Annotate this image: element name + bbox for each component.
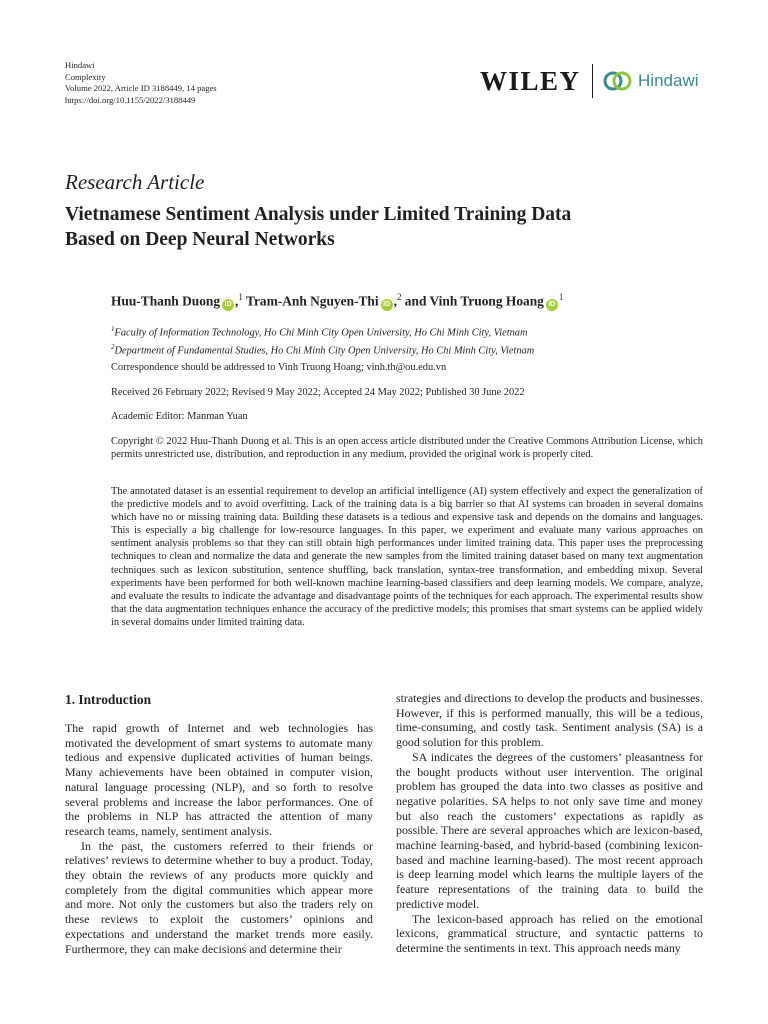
logo-divider [592,64,594,98]
affiliation-text: Department of Fundamental Studies, Ho Chi Minh City Open University, Ho Chi Minh City, Vietnam [114,345,535,357]
publisher-name: Hindawi [65,60,95,70]
body-paragraph: SA indicates the degrees of the customers’ pleasantness for the bought products without user intervention. The original problem has grouped the data into two classes as positive and negative polarities. SA helps to not only save time and money but also reach the customers’ expectations as rapidly as possible. There are several approaches which are lexicon-based, machine learning-based, and hybrid-based (combining lexicon-based and machine learning-based). The most recent approach is deep learning model which learns the multiple layers of the feature representations of the training data to build the predictive model. [396,749,703,911]
correspondence: Correspondence should be addressed to Vinh Truong Hoang; vinh.th@ou.edu.vn [111,362,447,373]
publisher-logos [480,64,699,98]
wiley-logo: WILEY [480,65,581,96]
affiliation-marker: 1 [238,292,243,302]
article-type: Research Article [65,170,205,194]
hindawi-rings-icon [603,70,633,92]
abstract: The annotated dataset is an essential requirement to develop an artificial intelligence (AI) system effectively and expect the generalization of the predictive models and to avoid overfitting. Lack of the training data is a big barrier so that AI systems can broaden in several domains which have no or missing training data. Building these datasets is a tedious and expensive task and depends on the domains and languages. This is especially a big challenge for low-resource languages. In this paper, we experiment and evaluate many various approaches on sentiment analysis problems so that they can still obtain high performances under limited training data. This paper uses the preprocessing techniques to clean and normalize the data and generate the new samples from the limited training dataset based on many text augmentation techniques such as lexicon substitution, sentence shuffling, back translation, syntax-tree transformation, and embedding mixup. Several experiments have been performed for both well-known machine learning-based classifiers and deep learning models. We compare, analyze, and evaluate the results to indicate the advantage and disadvantage points of the techniques for each approach. The experimental results show that the data augmentation techniques enhance the accuracy of the predictive models; this promises that smart systems can be applied widely in several domains under limited training data. [111,486,703,628]
affiliation-line [111,340,534,358]
journal-name: Complexity [65,71,106,82]
title-line: Vietnamese Sentiment Analysis under Limited Training Data [65,204,572,225]
publication-dates: Received 26 February 2022; Revised 9 May 2022; Accepted 24 May 2022; Published 30 June 2022 [111,387,525,398]
orcid-icon[interactable]: iD [222,299,234,311]
volume-info: Volume 2022, Article ID 3188449, 14 pages [65,83,217,93]
author-name[interactable]: and Vinh Truong Hoang [404,293,544,309]
affiliation-text: Faculty of Information Technology, Ho Chi Minh City Open University, Ho Chi Minh City, Vietnam [114,327,528,339]
affiliation-number: 1 [111,325,115,333]
academic-editor: Academic Editor: Manman Yuan [111,411,248,422]
hindawi-logo-text: Hindawi [638,71,699,90]
affiliation-marker: 2 [396,292,402,302]
affiliation-number: 2 [111,343,115,352]
doi-link[interactable]: https://doi.org/10.1155/2022/3188449 [65,94,196,105]
section-heading: 1. Introduction [65,692,152,707]
author-list [111,292,563,311]
orcid-icon[interactable]: iD [546,299,558,311]
body-paragraph: strategies and directions to develop the products and businesses. However, if this is performed manually, this will be a tedious, time-consuming, and costly task. Sentiment analysis (SA) is a good solution for this problem. [396,691,703,750]
left-column [65,721,373,956]
affiliations [111,322,534,359]
body-paragraph: In the past, the customers referred to their friends or relatives’ reviews to determine whether to buy a product. Today, they obtain the reviews of any products more quickly and completely from the digital communities which appear more and more. Not only the customers but also the traders rely on these reviews to exploit the customers’ opinions and expectations and understand the market trends more easily. Furthermore, they can make decisions and determine their [65,838,373,956]
author-name[interactable]: Huu-Thanh Duong [111,293,221,309]
body-paragraph: The rapid growth of Internet and web technologies has motivated the development of smart systems to automate many tedious and expensive duplicated activities of human beings. Many achievements have been obtained in computer vision, natural language processing (NLP), and so forth to resolve several problems and increase the labor performances. One of the problems in NLP has attracted the attention of many research teams, namely, sentiment analysis. [65,721,373,838]
author-separator: , [393,293,397,309]
journal-metadata [65,60,217,106]
affiliation-marker: 1 [558,292,564,302]
body-paragraph: The lexicon-based approach has relied on the emotional lexicons, grammatical structure, and syntactic patterns to determine the sentiments in text. This approach needs many [396,911,703,955]
right-column [396,691,703,956]
affiliation-line [111,322,534,340]
copyright-notice: Copyright © 2022 Huu-Thanh Duong et al. This is an open access article distributed under the Creative Commons Attribution License, which permits unrestricted use, distribution, and reproduction in any medium, provided the original work is properly cited. [111,436,703,461]
article-title [65,202,715,252]
author-separator: , [235,293,239,309]
author-name[interactable]: Tram-Anh Nguyen-Thi [246,293,379,309]
title-line: Based on Deep Neural Networks [65,229,335,250]
hindawi-logo [603,70,698,92]
orcid-icon[interactable]: iD [381,299,393,311]
